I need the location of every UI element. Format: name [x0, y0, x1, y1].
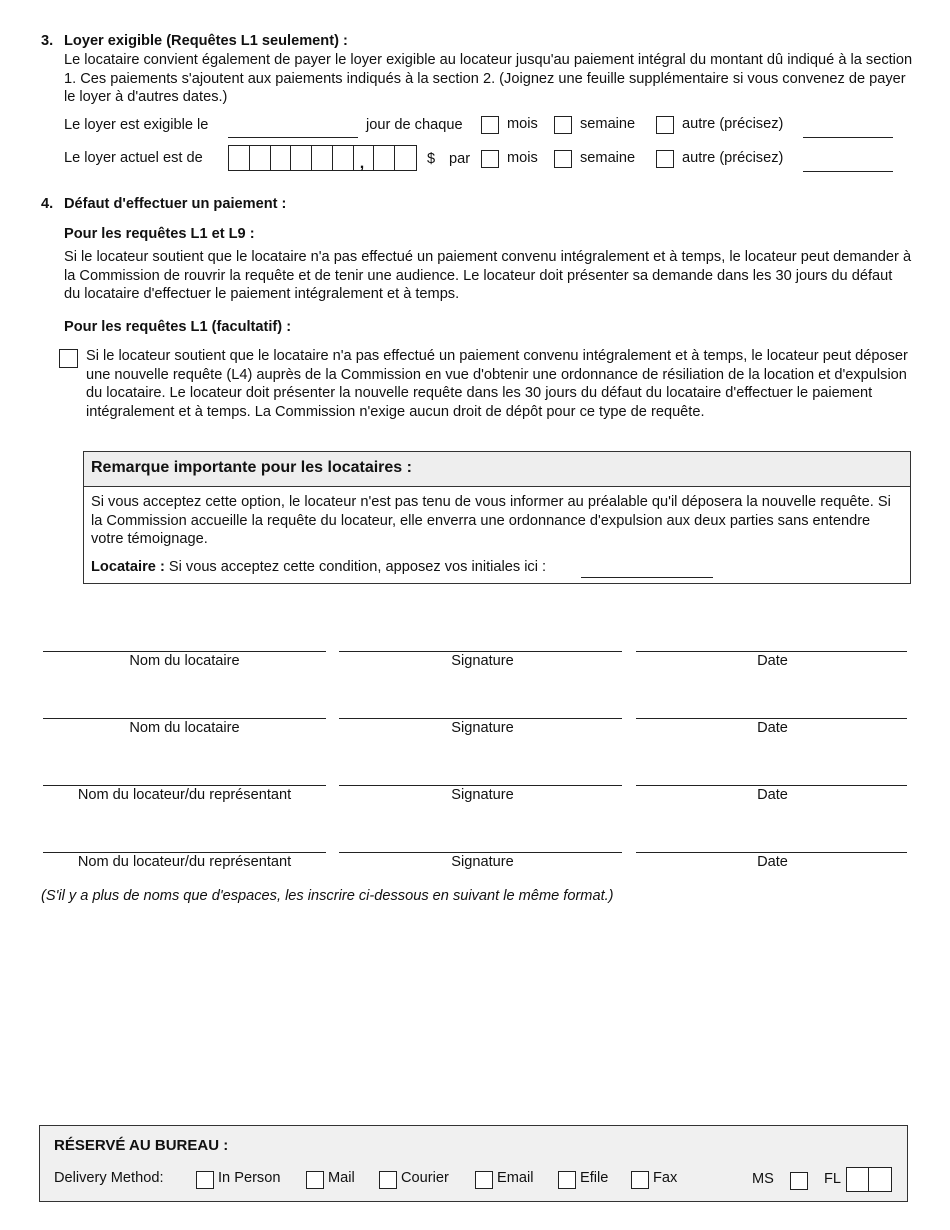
rent-per-week-label: semaine — [580, 150, 636, 166]
rent-due-week-checkbox[interactable] — [554, 116, 572, 134]
current-rent-label: Le loyer actuel est de — [64, 150, 203, 166]
signature-signature-label: Signature — [451, 720, 514, 736]
section-4-number: 4. — [41, 196, 54, 212]
fl-label: FL — [824, 1171, 842, 1187]
mail-checkbox[interactable] — [306, 1171, 324, 1189]
rent-per-other-label: autre (précisez) — [682, 150, 784, 166]
section-3-body: Le locataire convient également de payer le loyer exigible au locateur jusqu'au paiement intégral du montant dû indiqué à la section 1. Ces paiements s'ajoutent aux paiements indiqués à la section 2. (Joignez une feuille supplémentaire si vous convenez de payer le loyer à d'autres dates.) — [64, 52, 913, 106]
landlord-name-line[interactable] — [43, 852, 326, 853]
rent-due-day-field[interactable] — [228, 137, 358, 138]
courier-label: Courier — [401, 1170, 449, 1186]
landlord-name-line[interactable] — [43, 785, 326, 786]
rent-per-month-label: mois — [507, 150, 538, 166]
rent-per-month-checkbox[interactable] — [481, 150, 499, 168]
fax-label: Fax — [653, 1170, 678, 1186]
signature-signature-label: Signature — [451, 854, 514, 870]
landlord-date-line[interactable] — [636, 785, 907, 786]
rent-due-month-label: mois — [507, 116, 538, 132]
rent-due-other-field[interactable] — [803, 137, 893, 138]
rent-due-other-label: autre (précisez) — [682, 116, 784, 132]
courier-checkbox[interactable] — [379, 1171, 397, 1189]
rent-due-after-label: jour de chaque — [366, 117, 463, 133]
signature-name-label: Nom du locataire — [129, 653, 240, 669]
in-person-checkbox[interactable] — [196, 1171, 214, 1189]
rent-due-other-checkbox[interactable] — [656, 116, 674, 134]
signature-date-label: Date — [757, 720, 788, 736]
remark-body: Si vous acceptez cette option, le locateur n'est pas tenu de vous informer au préalable qu'il déposera la nouvelle requête. Si la Commission accueille la requête du locateur, elle enverra une ordonnance d'expulsion aux deux parties sans entendre votre témoignage. — [91, 494, 891, 548]
section-3-title: Loyer exigible (Requêtes L1 seulement) : — [64, 33, 348, 49]
rent-per-week-checkbox[interactable] — [554, 150, 572, 168]
ms-label: MS — [752, 1171, 774, 1187]
efile-label: Efile — [580, 1170, 609, 1186]
l1-l9-body: Si le locateur soutient que le locataire n'a pas effectué un paiement convenu intégralement et à temps, le locateur peut demander à la Commission de rouvrir la requête et de tenir une audience. Le locateur doit présenter sa demande dans les 30 jours du défaut du locataire d'effectuer le paiement intégralement et à temps. — [64, 249, 912, 303]
rent-due-month-checkbox[interactable] — [481, 116, 499, 134]
ms-checkbox[interactable] — [790, 1172, 808, 1190]
delivery-method-label: Delivery Method: — [54, 1170, 164, 1186]
rent-per-other-checkbox[interactable] — [656, 150, 674, 168]
landlord-signature-line[interactable] — [339, 852, 622, 853]
landlord-signature-line[interactable] — [339, 785, 622, 786]
signature-signature-label: Signature — [451, 653, 514, 669]
decimal-comma: , — [359, 155, 365, 172]
signature-name-label: Nom du locataire — [129, 720, 240, 736]
section-4-title: Défaut d'effectuer un paiement : — [64, 196, 287, 212]
tenant-signature-line[interactable] — [339, 718, 622, 719]
remark-title: Remarque importante pour les locataires : — [84, 452, 910, 487]
mail-label: Mail — [328, 1170, 355, 1186]
landlord-date-line[interactable] — [636, 852, 907, 853]
l1-optional-subtitle: Pour les requêtes L1 (facultatif) : — [64, 319, 292, 335]
tenant-name-line[interactable] — [43, 718, 326, 719]
tenant-date-line[interactable] — [636, 718, 907, 719]
per-label: par — [449, 151, 471, 167]
in-person-label: In Person — [218, 1170, 281, 1186]
l1-optional-body: Si le locateur soutient que le locataire n'a pas effectué un paiement convenu intégralement et à temps, le locateur peut déposer une nouvelle requête (L4) auprès de la Commission en vue d'obtenir une ordonnance de résiliation de la location et d'expulsion du locataire. Le locateur doit présenter la nouvelle requête dans les 30 jours du défaut du locataire d'effectuer le paiement intégralement et à temps. La Commission n'exige aucun droit de dépôt pour ce type de requête. — [86, 348, 908, 420]
l1-l9-subtitle: Pour les requêtes L1 et L9 : — [64, 226, 255, 242]
efile-checkbox[interactable] — [558, 1171, 576, 1189]
section-3-number: 3. — [41, 33, 54, 49]
fl-field[interactable] — [846, 1167, 892, 1192]
email-checkbox[interactable] — [475, 1171, 493, 1189]
tenant-signature-line[interactable] — [339, 651, 622, 652]
office-use-title: RÉSERVÉ AU BUREAU : — [54, 1137, 229, 1154]
currency-symbol: $ — [427, 151, 436, 167]
remark-box — [83, 451, 911, 584]
extra-names-note: (S'il y a plus de noms que d'espaces, les inscrire ci-dessous en suivant le même format.) — [41, 888, 614, 904]
signature-date-label: Date — [757, 787, 788, 803]
signature-date-label: Date — [757, 854, 788, 870]
rent-due-week-label: semaine — [580, 116, 636, 132]
tenant-initials-field[interactable] — [581, 577, 713, 578]
tenant-initials-text: Si vous acceptez cette condition, apposez vos initiales ici : — [168, 559, 547, 575]
rent-due-label: Le loyer est exigible le — [64, 117, 209, 133]
tenant-date-line[interactable] — [636, 651, 907, 652]
signature-name-label: Nom du locateur/du représentant — [77, 854, 292, 870]
email-label: Email — [497, 1170, 534, 1186]
signature-name-label: Nom du locateur/du représentant — [77, 787, 292, 803]
tenant-label: Locataire : — [91, 559, 165, 575]
fax-checkbox[interactable] — [631, 1171, 649, 1189]
rent-per-other-field[interactable] — [803, 171, 893, 172]
signature-date-label: Date — [757, 653, 788, 669]
office-use-box — [39, 1125, 908, 1202]
l4-option-checkbox[interactable] — [59, 349, 78, 368]
current-rent-amount-field[interactable] — [228, 145, 417, 171]
signature-signature-label: Signature — [451, 787, 514, 803]
tenant-name-line[interactable] — [43, 651, 326, 652]
